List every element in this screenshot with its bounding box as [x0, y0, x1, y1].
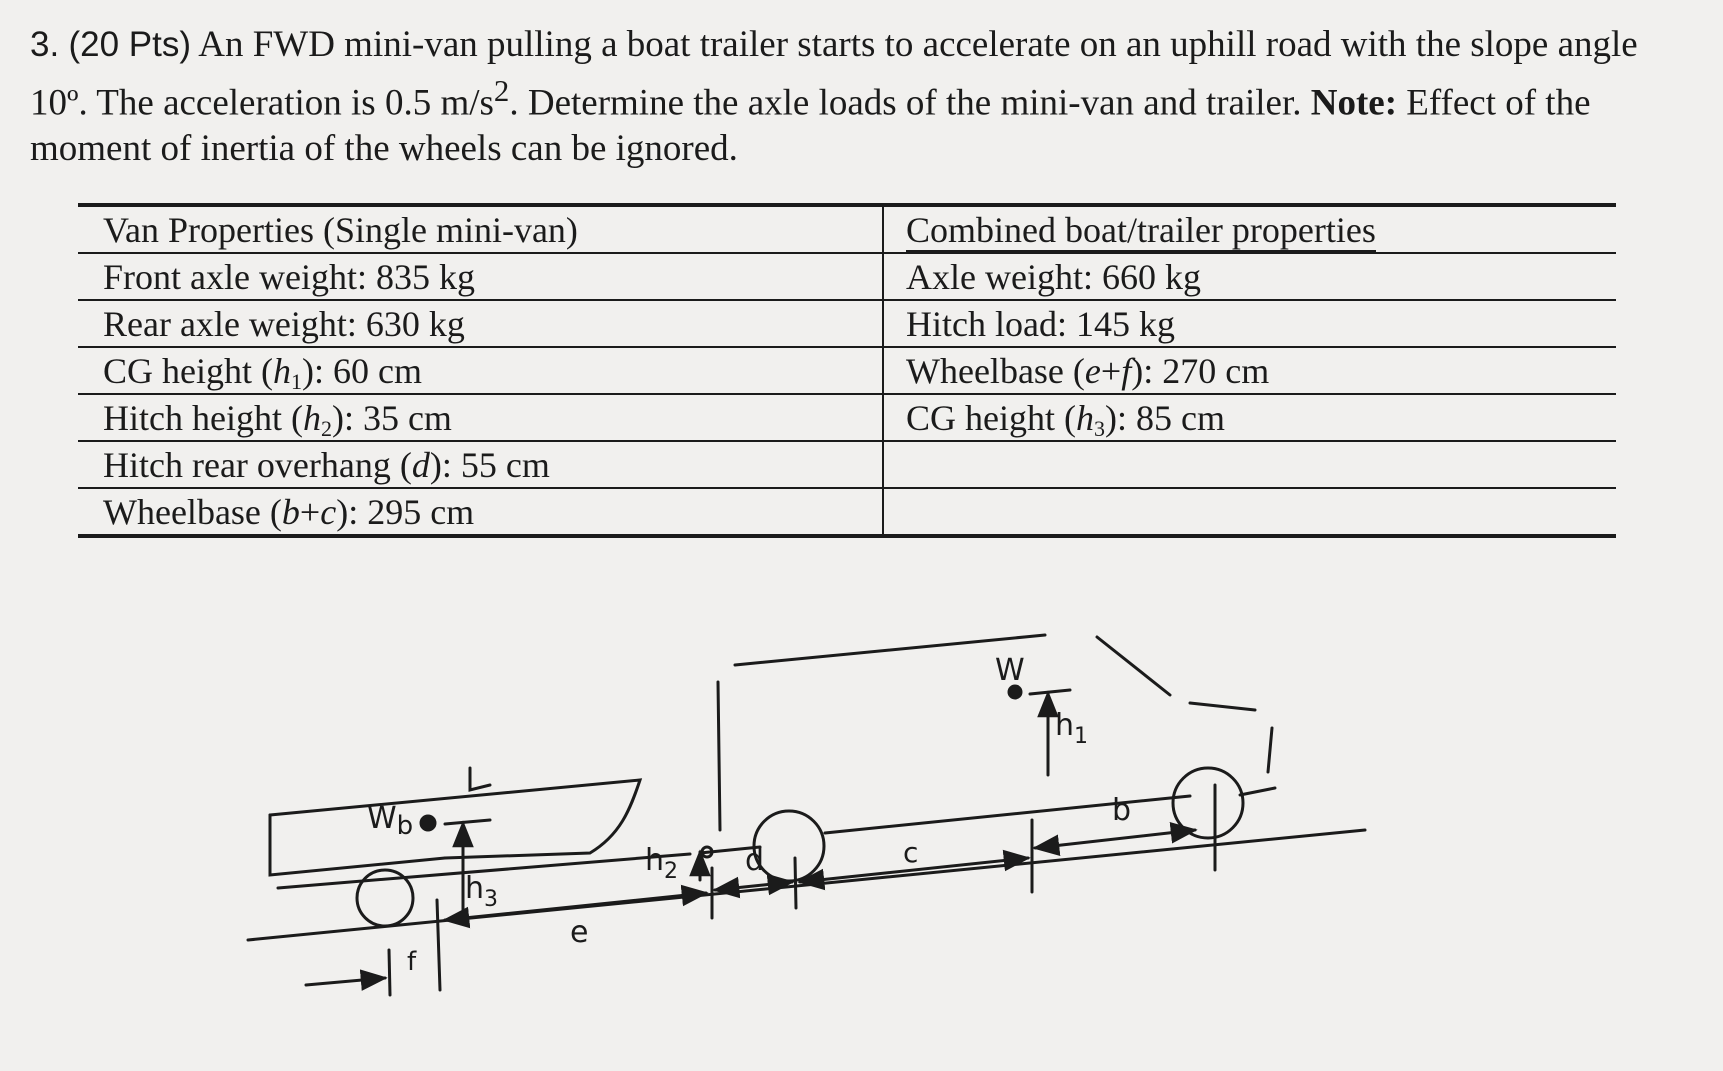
table-header-row — [78, 205, 1616, 253]
van-rear-wall — [718, 682, 720, 830]
van-bumper — [1240, 788, 1275, 795]
label-w: W — [995, 653, 1025, 688]
table-row — [78, 347, 1616, 394]
van-windshield — [1097, 637, 1170, 695]
label-b: b — [1112, 793, 1132, 828]
problem-superscript: 2 — [493, 74, 510, 108]
trailer-wheelbase: Wheelbase (e+f): 270 cm — [883, 347, 1616, 394]
label-f: f — [407, 947, 417, 977]
label-h1: $h_1$ — [1055, 708, 1089, 749]
van-nose — [1268, 728, 1272, 772]
label-h3: $h_3$ — [465, 871, 499, 912]
trailer-axle-weight: Axle weight: 660 kg — [883, 253, 1616, 300]
van-front-axle-weight: Front axle weight: 835 kg — [78, 253, 883, 300]
table-row — [78, 488, 1616, 536]
van-rear-wheel — [754, 811, 824, 881]
boat-hull — [270, 815, 445, 875]
boat-fin — [470, 768, 490, 790]
note-label: Note: — [1310, 82, 1398, 124]
table-row — [78, 253, 1616, 300]
trailer-cg-height: CG height $(h_3)$: 85 cm — [883, 394, 1616, 441]
road-line — [248, 830, 1365, 940]
label-wb: Wb — [367, 801, 414, 841]
van-hood — [1190, 703, 1255, 710]
problem-text-1: An FWD mini-van pulling a boat trailer starts to accelerate on an uphill road with the slope angle 10º. The acceleration is 0.5 m/s — [30, 24, 1638, 124]
empty-cell — [883, 488, 1616, 536]
dim-b — [1035, 830, 1195, 848]
label-c: c — [903, 836, 919, 869]
trailer-properties-header: Combined boat/trailer properties — [883, 205, 1616, 253]
problem-points: (20 Pts) — [68, 25, 191, 64]
van-front-wheel — [1173, 768, 1243, 838]
table-row — [78, 300, 1616, 347]
label-d: d — [745, 843, 765, 878]
table-row — [78, 441, 1616, 488]
boat-cg-marker — [421, 816, 435, 830]
van-hitch-rear-overhang: Hitch rear overhang (d): 55 cm — [78, 441, 883, 488]
properties-table — [78, 203, 1616, 538]
label-h2: $h_2$ — [645, 843, 679, 884]
van-hitch-height: Hitch height $(h_2)$: 35 cm — [78, 394, 883, 441]
table-row — [78, 394, 1616, 441]
note-text: Effect of the moment of inertia of the wheels can be ignored. — [30, 82, 1591, 170]
label-e: e — [570, 915, 589, 950]
van-cg-height: CG height $(h_1)$: 60 cm — [78, 347, 883, 394]
van-rear-axle-weight: Rear axle weight: 630 kg — [78, 300, 883, 347]
boat-bow — [270, 780, 640, 858]
van-wheelbase: Wheelbase (b+c): 295 cm — [103, 491, 475, 532]
dim-f — [306, 978, 385, 985]
van-underbody — [825, 796, 1190, 833]
van-properties-header: Van Properties (Single mini-van) — [78, 205, 883, 253]
van-trailer-diagram — [0, 600, 1723, 1070]
problem-text-2: . Determine the axle loads of the mini-van and trailer. — [509, 82, 1302, 124]
empty-cell — [883, 441, 1616, 488]
trailer-hitch-load: Hitch load: 145 kg — [883, 300, 1616, 347]
problem-number: 3. — [30, 25, 60, 64]
problem-statement — [30, 22, 1695, 172]
